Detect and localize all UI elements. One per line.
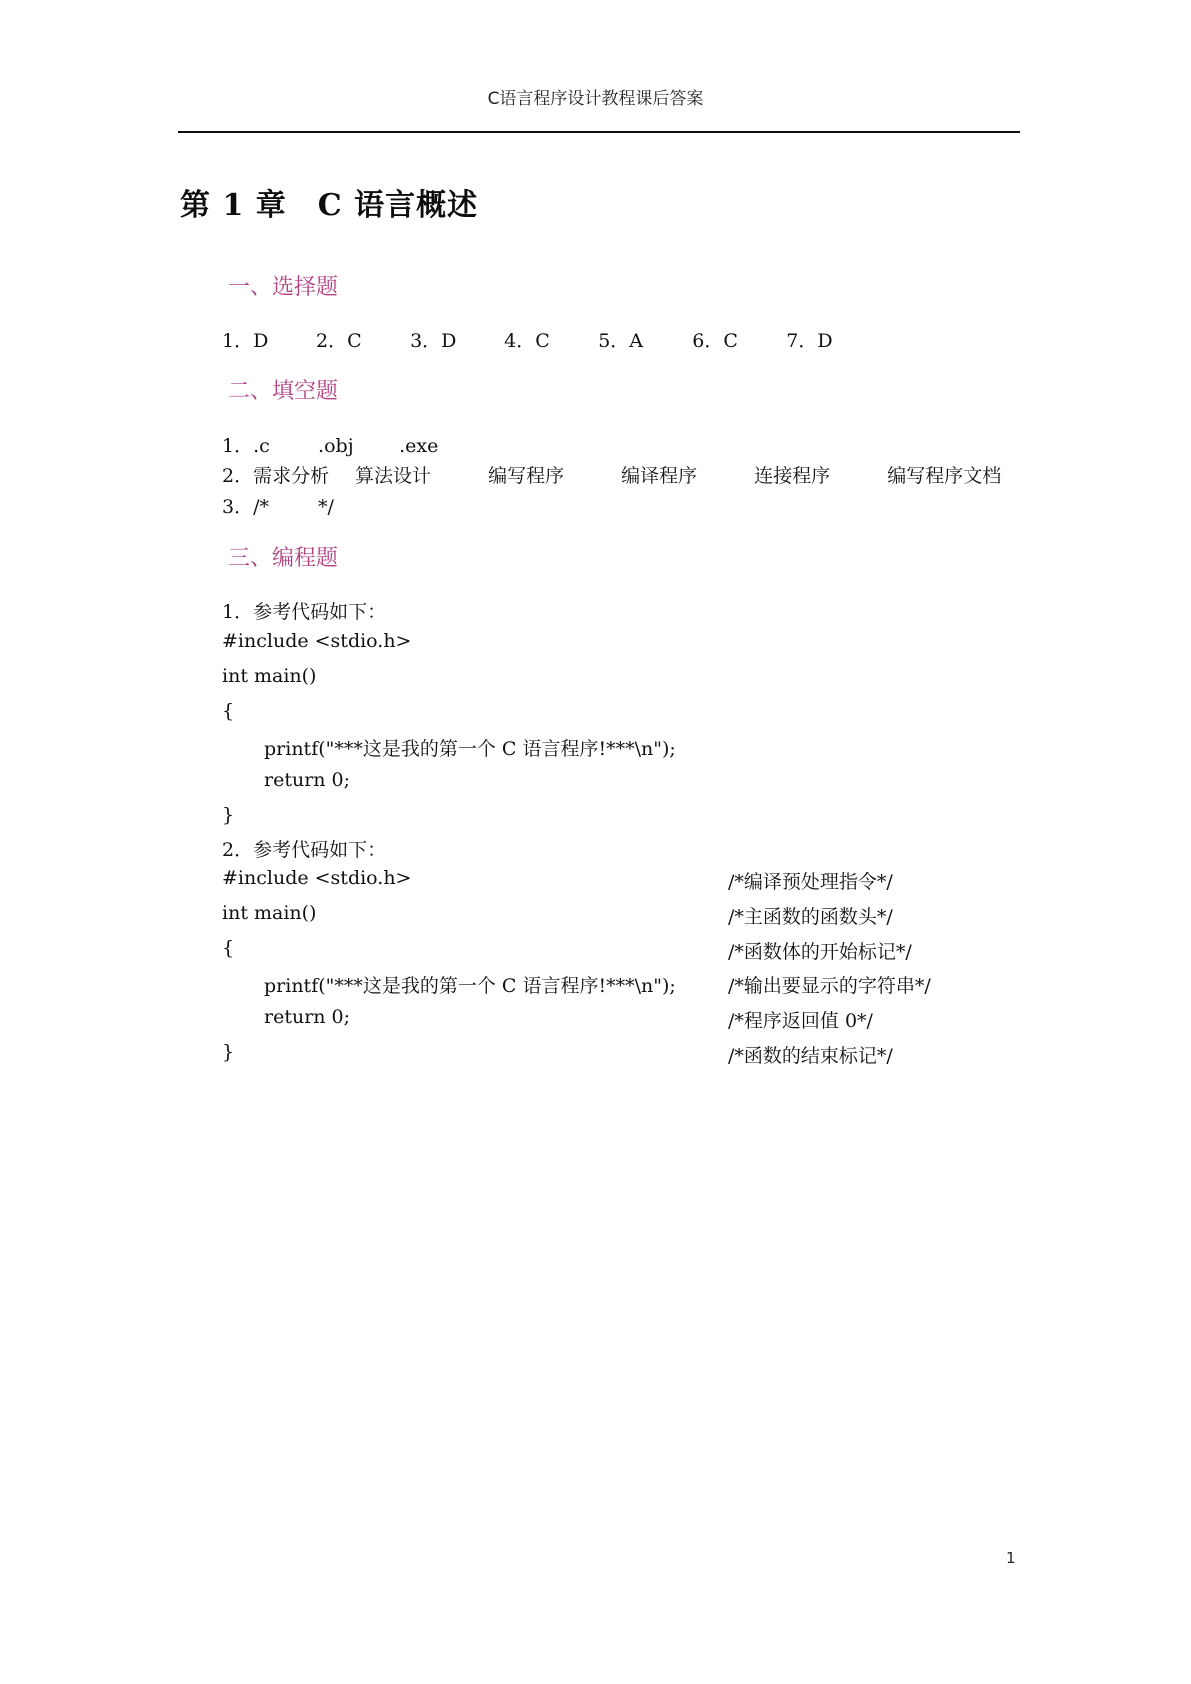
q2-code-line: printf("***这是我的第一个 C 语言程序!***\n"); (264, 975, 676, 997)
q2-code-comment: /*函数的结束标记*/ (728, 1045, 893, 1067)
q2-code-line: #include <stdio.h> (222, 867, 412, 889)
q2-code-line: int main() (222, 902, 317, 924)
choice-answer: 2．C (316, 330, 362, 352)
fill-blank: 编写程序 (488, 465, 565, 487)
choice-answer: 5．A (598, 330, 643, 352)
q1-label: 1．参考代码如下： (222, 601, 387, 623)
q1-code-line: printf("***这是我的第一个 C 语言程序!***\n"); (264, 738, 676, 760)
header-rule (178, 131, 1020, 133)
fill-blank: .obj (318, 435, 354, 457)
fill-blank: 连接程序 (754, 465, 831, 487)
choice-answer: 3．D (410, 330, 457, 352)
fill-blank: 3．/* (222, 496, 269, 518)
section-heading-choice: 一、选择题 (228, 275, 339, 300)
q2-code-comment: /*主函数的函数头*/ (728, 906, 893, 928)
q2-code-line: return 0; (264, 1006, 351, 1028)
choice-answers-row (222, 326, 833, 353)
fill-answer-1 (222, 431, 438, 458)
section-heading-fill: 二、填空题 (228, 379, 339, 404)
q2-label: 2．参考代码如下： (222, 839, 387, 861)
q1-code-line: { (222, 700, 235, 722)
q1-code-line: #include <stdio.h> (222, 630, 412, 652)
fill-blank: 算法设计 (355, 465, 432, 487)
running-header: C语言程序设计教程课后答案 (487, 89, 704, 109)
q2-code-comment: /*函数体的开始标记*/ (728, 941, 912, 963)
chapter-title: 第 1 章 C 语言概述 (180, 188, 479, 223)
section-heading-programming: 三、编程题 (228, 546, 339, 571)
choice-answer: 4．C (504, 330, 550, 352)
q1-code-line: } (222, 804, 235, 826)
q1-code-line: int main() (222, 665, 317, 687)
fill-blank: */ (318, 496, 334, 518)
q1-code-line: return 0; (264, 769, 351, 791)
fill-blank: 1．.c (222, 435, 270, 457)
page-number: 1 (1006, 1549, 1016, 1567)
fill-blank: 编译程序 (621, 465, 698, 487)
q2-code-line: { (222, 937, 235, 959)
choice-answer: 7．D (786, 330, 833, 352)
q2-code-comment: /*输出要显示的字符串*/ (728, 975, 931, 997)
fill-answer-3 (222, 492, 334, 519)
fill-blank: 编写程序文档 (887, 465, 1002, 487)
choice-answer: 6．C (692, 330, 738, 352)
q2-code-line: } (222, 1041, 235, 1063)
q2-code-comment: /*程序返回值 0*/ (728, 1010, 873, 1032)
fill-blank: 2．需求分析 (222, 465, 330, 487)
fill-blank: .exe (399, 435, 439, 457)
q2-code-comment: /*编译预处理指令*/ (728, 871, 893, 893)
choice-answer: 1．D (222, 330, 269, 352)
fill-answer-2 (222, 461, 1001, 488)
